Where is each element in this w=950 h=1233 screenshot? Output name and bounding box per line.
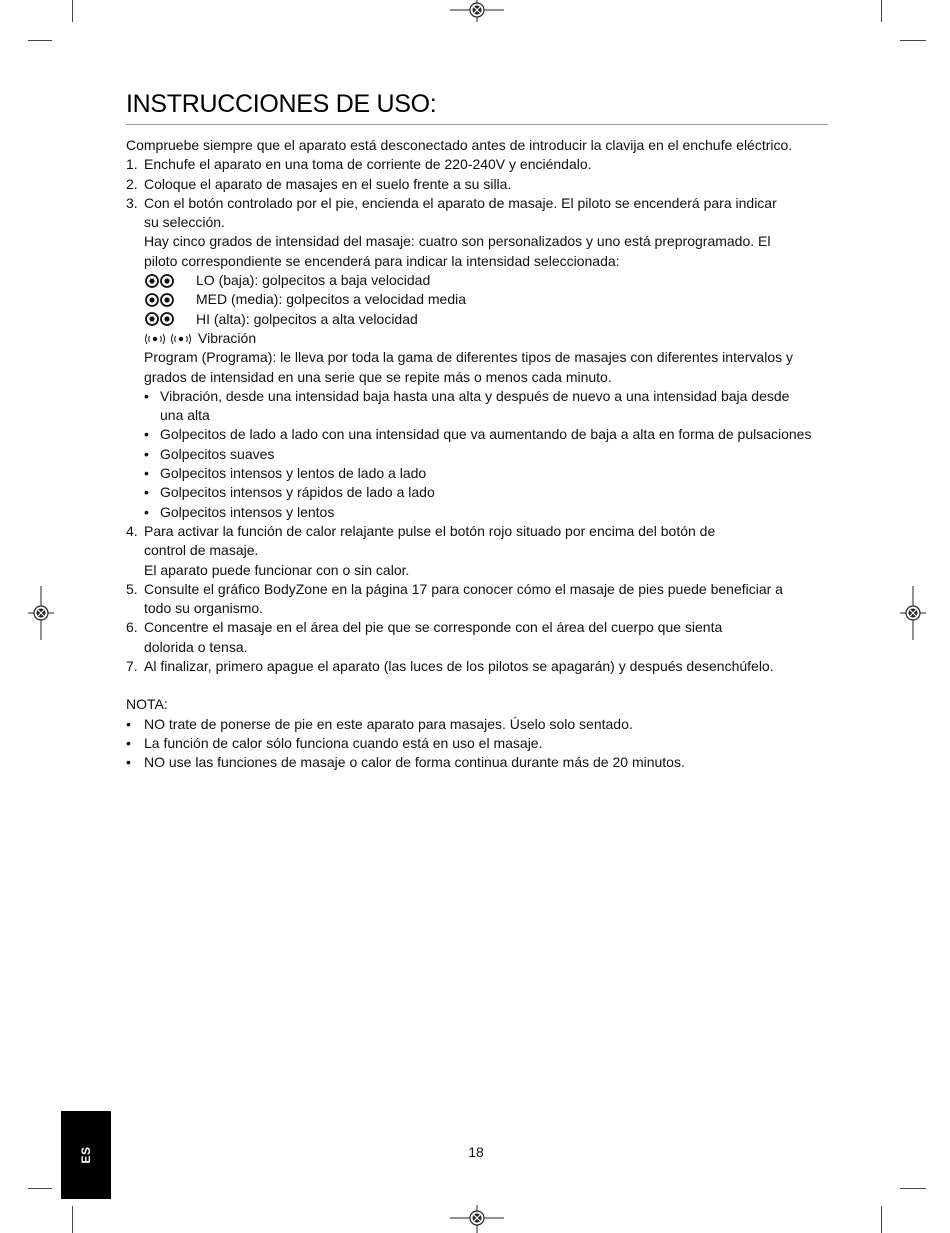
registration-mark-icon [450,0,504,22]
step-number: 1. [126,156,138,173]
bullet-icon: • [144,426,149,443]
step-text: Al finalizar, primero apague el aparato (las luces de los pilotos se apagarán) y después desenchúfelo. [144,658,774,675]
step-number: 7. [126,658,138,675]
program-item-text: Golpecitos intensos y lentos de lado a lado [160,465,427,482]
intensity-text: Hay cinco grados de intensidad del masaje: cuatro son personalizados y uno está preprogramado. El [144,233,771,250]
step-text: Concentre el masaje en el área del pie que se corresponde con el área del cuerpo que sienta [144,619,723,636]
page-title: INSTRUCCIONES DE USO: [126,90,437,118]
language-code: ES [79,1146,93,1164]
step-text: todo su organismo. [144,600,264,617]
registration-mark-icon [28,586,54,640]
bullet-icon: • [126,754,131,771]
program-item-text: Golpecitos intensos y lentos [160,503,335,520]
step-number: 3. [126,194,138,211]
crop-mark [28,1188,52,1189]
intro-paragraph: Compruebe siempre que el aparato está desconectado antes de introducir la clavija en el enchufe eléctrico. [126,137,793,153]
tapping-level-icon [144,311,196,327]
note-text: NO trate de ponerse de pie en este aparato para masajes. Úselo solo sentado. [144,715,633,732]
step-text: Consulte el gráfico BodyZone en la página 17 para conocer cómo el masaje de pies puede beneficiar a [144,580,783,597]
bullet-icon: • [126,734,131,751]
crop-mark [881,0,882,22]
program-item [126,425,838,444]
language-tab [61,1111,111,1199]
bullet-icon: • [144,387,149,404]
step-number: 5. [126,580,138,597]
crop-mark [72,0,73,22]
step-item [126,175,838,194]
note-item [126,753,838,772]
crop-mark [900,40,926,41]
instructions-body [126,136,838,773]
page-number: 18 [468,1144,484,1160]
step-item [126,618,838,657]
intensity-level-lo [126,271,838,290]
program-description [126,348,838,387]
note-text: NO use las funciones de masaje o calor de forma continua durante más de 20 minutos. [144,754,685,771]
level-label: Vibración [198,329,257,346]
bullet-icon: • [144,445,149,462]
program-item-text: Vibración, desde una intensidad baja hasta una alta y después de nuevo a una intensidad baja desde [160,387,790,404]
bullet-icon: • [144,484,149,501]
step-number: 2. [126,175,138,192]
level-label: HI (alta): golpecitos a alta velocidad [196,310,418,327]
step-item [126,194,838,233]
step-text: El aparato puede funcionar con o sin calor. [144,561,410,578]
registration-mark-icon [900,586,926,640]
tapping-level-icon [144,273,196,289]
crop-mark [881,1206,882,1233]
step-item [126,522,838,580]
step-text: Coloque el aparato de masajes en el suelo frente a su silla. [144,175,512,192]
vibration-icon [144,333,192,345]
step-item [126,657,838,676]
step-number: 6. [126,619,138,636]
bullet-icon: • [126,715,131,732]
crop-mark [72,1206,73,1233]
program-item-text: Golpecitos de lado a lado con una intensidad que va aumentando de baja a alta en forma de pulsaciones [160,426,812,443]
level-label: LO (baja): golpecitos a baja velocidad [196,272,431,289]
intensity-level-med [126,290,838,309]
registration-mark-icon [450,1205,504,1233]
program-item [126,464,838,483]
note-item [126,734,838,753]
tapping-level-icon [144,292,196,308]
program-text: Program (Programa): le lleva por toda la gama de diferentes tipos de masajes con diferentes intervalos y [144,349,793,366]
step-text: Con el botón controlado por el pie, encienda el aparato de masaje. El piloto se encenderá para indicar [144,194,777,211]
program-item [126,387,838,426]
title-divider [126,124,828,125]
level-label: MED (media): golpecitos a velocidad media [196,291,467,308]
program-item [126,445,838,464]
step-text: Para activar la función de calor relajante pulse el botón rojo situado por encima del botón de [144,522,716,539]
intensity-level-hi [126,310,838,329]
bullet-icon: • [144,465,149,482]
intensity-text: piloto correspondiente se encenderá para indicar la intensidad seleccionada: [144,252,620,269]
program-item-text: Golpecitos suaves [160,445,275,462]
step-text: control de masaje. [144,542,259,559]
program-text: grados de intensidad en una serie que se repite más o menos cada minuto. [144,368,612,385]
step-number: 4. [126,522,138,539]
program-item [126,483,838,502]
step-text: Enchufe el aparato en una toma de corriente de 220-240V y enciéndalo. [144,156,592,173]
note-heading: NOTA: [126,696,168,713]
step-item [126,580,838,619]
intensity-description [126,232,838,271]
program-item-text: Golpecitos intensos y rápidos de lado a lado [160,484,435,501]
step-text: dolorida o tensa. [144,638,248,655]
step-item [126,155,838,174]
program-item-text: una alta [160,407,210,424]
crop-mark [28,40,52,41]
program-item [126,503,838,522]
note-item [126,715,838,734]
bullet-icon: • [144,503,149,520]
vibration-level [126,329,838,348]
crop-mark [900,1188,926,1189]
note-text: La función de calor sólo funciona cuando está en uso el masaje. [144,734,543,751]
step-text: su selección. [144,214,225,231]
